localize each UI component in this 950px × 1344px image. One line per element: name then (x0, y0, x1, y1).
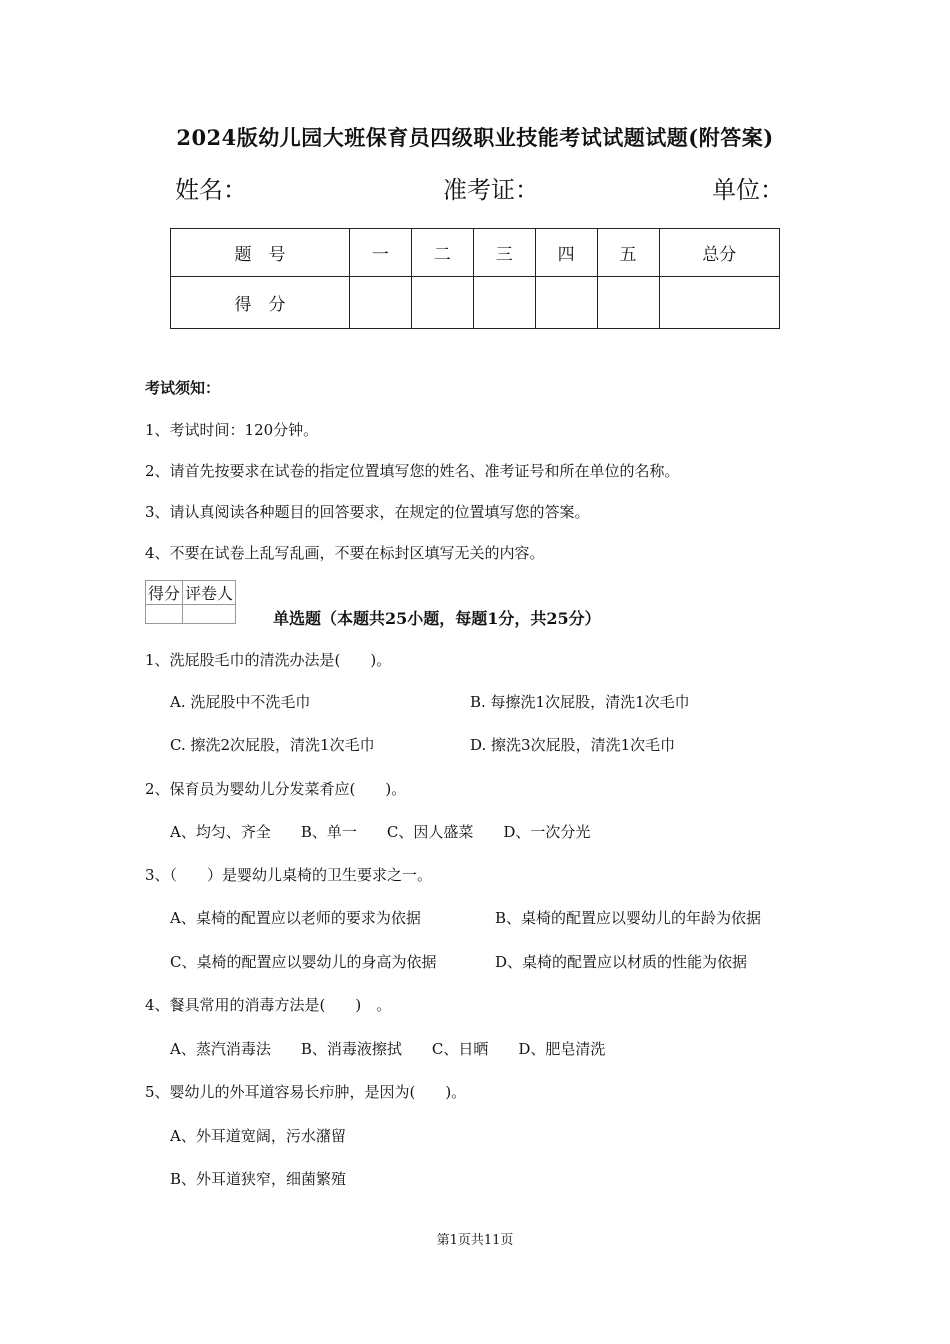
score-cell[interactable] (659, 277, 779, 329)
question-4-options: A、蒸汽消毒法 B、消毒液擦拭 C、日晒 D、肥皂清洗 (170, 1040, 606, 1058)
question-5-option-b: B、外耳道狭窄，细菌繁殖 (170, 1170, 347, 1188)
grader-box (145, 580, 236, 624)
score-table-header-row (171, 229, 780, 277)
question-3: 3、（ ）是婴幼儿桌椅的卫生要求之一。 (145, 866, 433, 884)
question-1-option-c: C. 擦洗2次屁股，清洗1次毛巾 (170, 736, 375, 754)
grader-score-label: 得分 (146, 581, 183, 605)
question-4: 4、餐具常用的消毒方法是( ) 。 (145, 996, 392, 1014)
question-5-option-a: A、外耳道宽阔，污水潴留 (170, 1127, 346, 1145)
document-title: 2024版幼儿园大班保育员四级职业技能考试试题试题(附答案) (176, 125, 774, 150)
score-header-5: 五 (597, 229, 659, 277)
score-header-label: 题 号 (171, 229, 350, 277)
score-header-3: 三 (473, 229, 535, 277)
score-cell[interactable] (597, 277, 659, 329)
question-5: 5、婴幼儿的外耳道容易长疖肿，是因为( )。 (145, 1083, 467, 1101)
score-cell[interactable] (535, 277, 597, 329)
score-cell[interactable] (411, 277, 473, 329)
grader-reviewer-label: 评卷人 (183, 581, 236, 605)
question-1-option-a: A. 洗屁股中不洗毛巾 (170, 693, 311, 711)
question-3-option-a: A、桌椅的配置应以老师的要求为依据 (170, 909, 421, 927)
score-header-total: 总分 (659, 229, 779, 277)
unit-field-label: 单位： (712, 176, 784, 204)
score-row-label: 得 分 (171, 277, 350, 329)
name-field-label: 姓名： (175, 176, 247, 204)
question-2-options: A、均匀、齐全 B、单一 C、因人盛菜 D、一次分光 (170, 823, 591, 841)
notice-item: 4、不要在试卷上乱写乱画，不要在标封区填写无关的内容。 (145, 544, 545, 562)
question-1-option-d: D. 擦洗3次屁股，清洗1次毛巾 (470, 736, 676, 754)
notice-item: 3、请认真阅读各种题目的回答要求，在规定的位置填写您的答案。 (145, 503, 590, 521)
score-table-score-row (171, 277, 780, 329)
score-header-4: 四 (535, 229, 597, 277)
notice-item: 1、考试时间：120分钟。 (145, 421, 319, 439)
question-3-option-d: D、桌椅的配置应以材质的性能为依据 (495, 953, 748, 971)
score-cell[interactable] (473, 277, 535, 329)
notice-heading: 考试须知： (145, 379, 221, 397)
grader-score-cell[interactable] (146, 605, 183, 624)
notice-item: 2、请首先按要求在试卷的指定位置填写您的姓名、准考证号和所在单位的名称。 (145, 462, 680, 480)
question-1: 1、洗屁股毛巾的清洗办法是( )。 (145, 651, 392, 669)
score-table (170, 228, 780, 329)
score-cell[interactable] (349, 277, 411, 329)
score-header-1: 一 (349, 229, 411, 277)
page-footer: 第1页共11页 (436, 1233, 514, 1248)
score-header-2: 二 (411, 229, 473, 277)
question-2: 2、保育员为婴幼儿分发菜肴应( )。 (145, 780, 407, 798)
grader-reviewer-cell[interactable] (183, 605, 236, 624)
question-3-option-b: B、桌椅的配置应以婴幼儿的年龄为依据 (495, 909, 762, 927)
section-title: 单选题（本题共25小题，每题1分，共25分） (273, 609, 601, 628)
exam-id-field-label: 准考证： (443, 176, 539, 204)
question-1-option-b: B. 每擦洗1次屁股，清洗1次毛巾 (470, 693, 690, 711)
question-3-option-c: C、桌椅的配置应以婴幼儿的身高为依据 (170, 953, 437, 971)
